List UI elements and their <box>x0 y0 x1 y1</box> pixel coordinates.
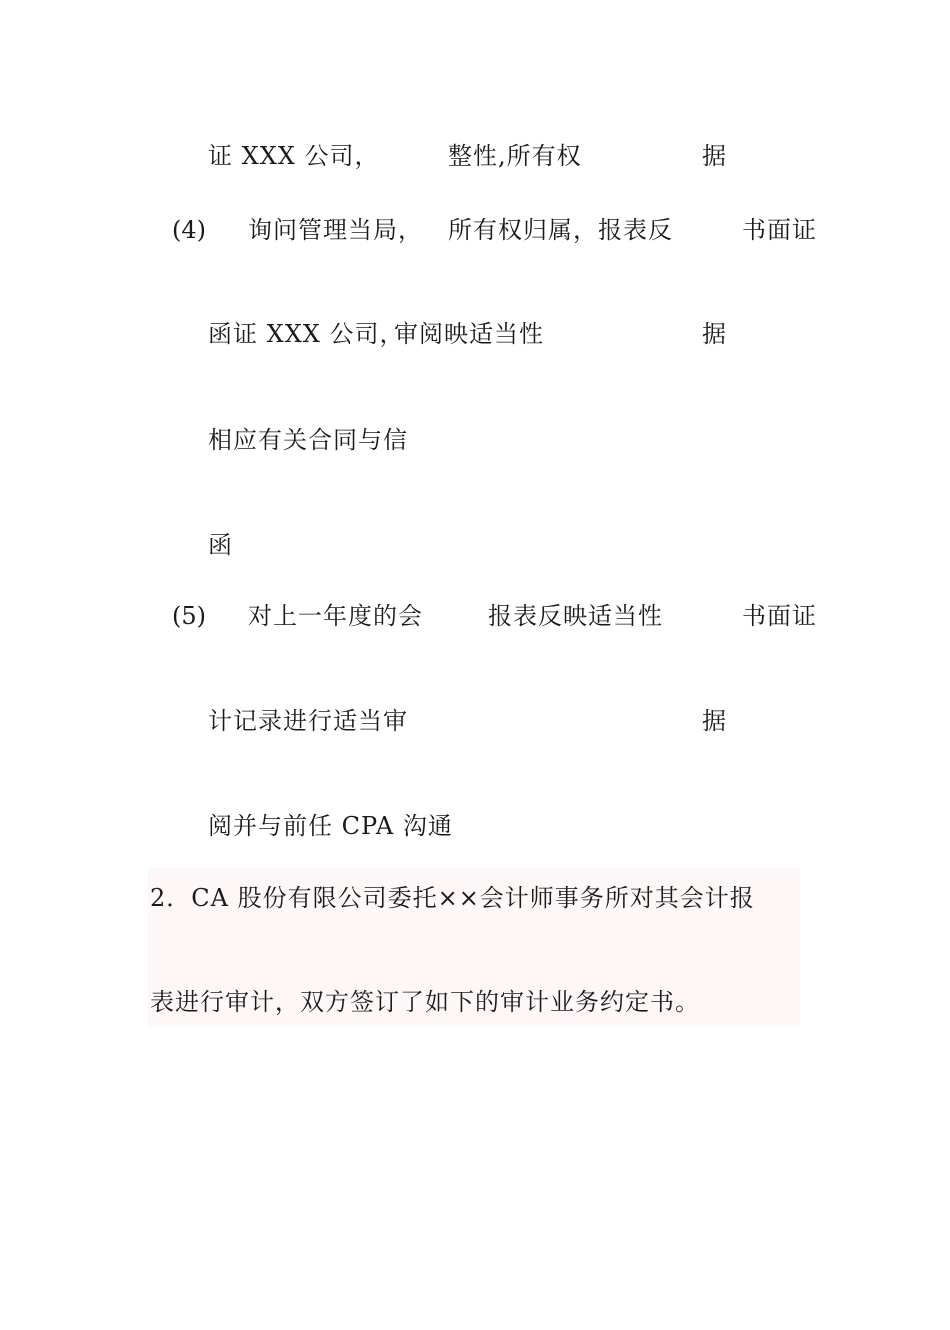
row4-procedure-line1: 询问管理当局， <box>248 216 423 244</box>
row4-procedure-line3: 相应有关合同与信 <box>208 426 408 454</box>
row4-evidence-line1: 书面证 <box>742 216 817 244</box>
paragraph-line2: 表进行审计，双方签订了如下的审计业务约定书。 <box>150 988 700 1016</box>
row4-procedure-line4: 函 <box>208 531 233 559</box>
row4-number: (4) <box>172 216 206 244</box>
row5-evidence-line1: 书面证 <box>742 602 817 630</box>
paragraph-line1: 2．CA 股份有限公司委托××会计师事务所对其会计报 <box>150 884 755 912</box>
row5-evidence-line2: 据 <box>702 707 727 735</box>
row5-procedure-line1: 对上一年度的会 <box>248 602 423 630</box>
row5-procedure-line2: 计记录进行适当审 <box>208 707 408 735</box>
row5-assertion-line1: 报表反映适当性 <box>488 602 663 630</box>
row3-evidence-line2: 据 <box>702 142 727 170</box>
row4-evidence-line2: 据 <box>702 320 727 348</box>
row4-procedure-line2: 函证 XXX 公司， <box>208 320 405 348</box>
row3-procedure-line1: 证 XXX 公司， <box>208 142 380 170</box>
row5-procedure-line3: 阅并与前任 CPA 沟通 <box>208 812 453 840</box>
row3-assertion-line1: 整性,所有权 <box>448 142 582 170</box>
row5-number: (5) <box>172 602 206 630</box>
row4-assertion-line1: 所有权归属，报表反 <box>448 216 673 244</box>
row4-assertion-line2: 审阅映适当性 <box>394 320 544 348</box>
